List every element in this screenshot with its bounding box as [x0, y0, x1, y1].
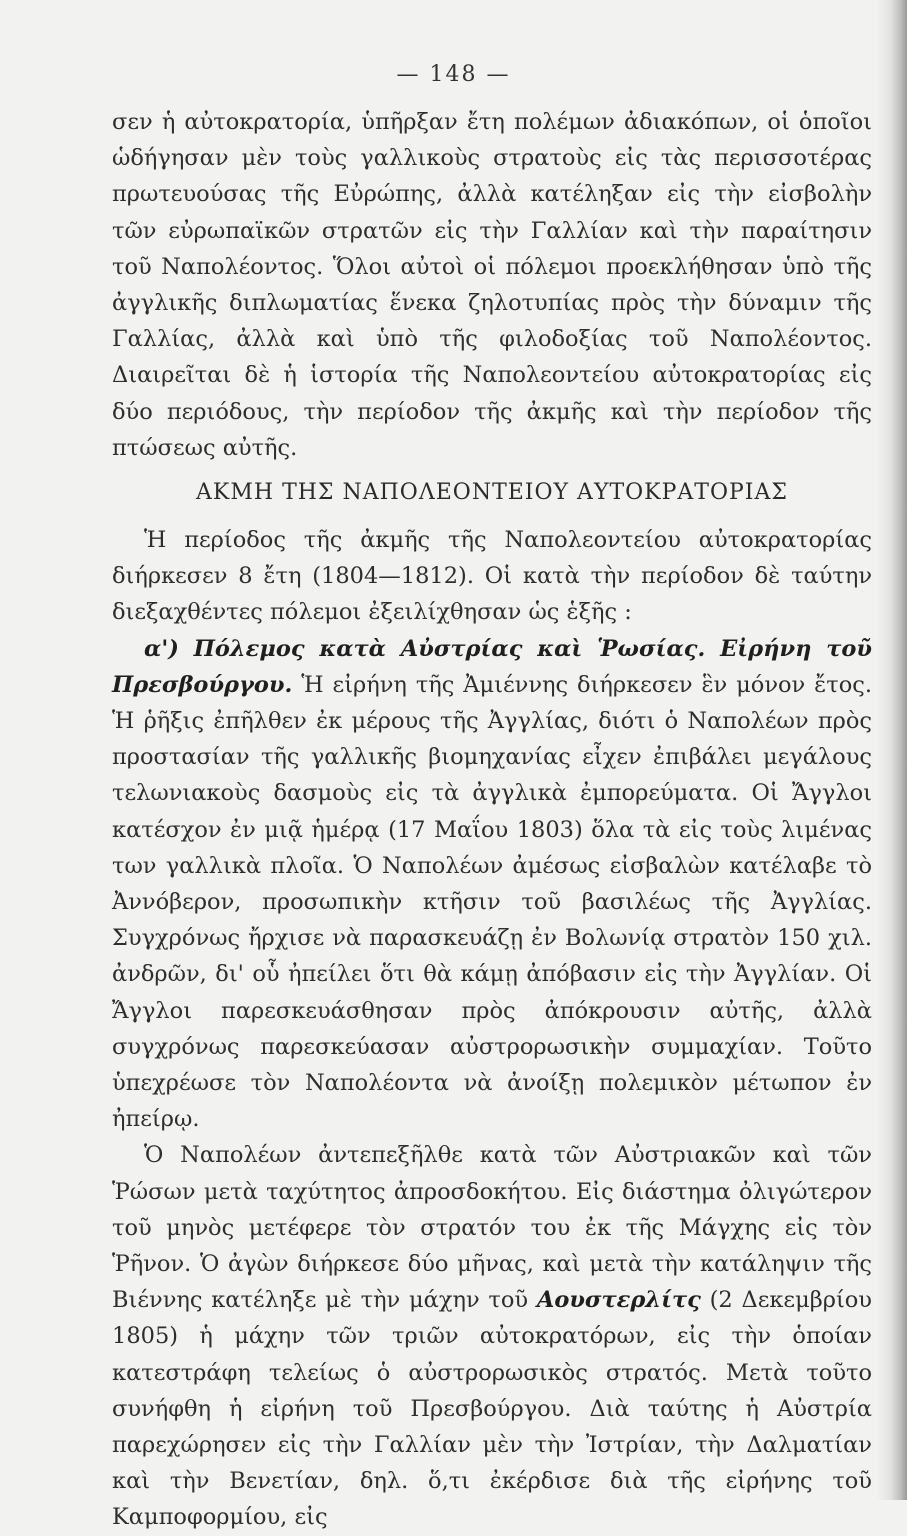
- paragraph-napoleon-campaign: [112, 1137, 872, 1535]
- section-heading: ΑΚΜΗ ΤΗΣ ΝΑΠΟΛΕΟΝΤΕΙΟΥ ΑΥΤΟΚΡΑΤΟΡΙΑΣ: [196, 480, 788, 505]
- paragraph-war-austria-russia: [112, 631, 872, 1138]
- intro-paragraph-block: [112, 104, 872, 466]
- paragraph-3-before: Ὁ Ναπολέων ἀντεπεξῆλθε κατὰ τῶν Αὐστριακῶν καὶ τῶν Ῥώσων μετὰ ταχύτητος ἀπροσδοκήτου. Εἰς διάστημα ὀλιγώτερον τοῦ μηνὸς μετέφερε τὸν στρατόν του ἐκ τῆς Μάγχης εἰς τὸν Ῥῆνον. Ὁ ἀγὼν διήρκεσε δύο μῆνας, καὶ μετὰ τὴν κατάληψιν τῆς Βιέννης κατέληξε μὲ τὴν μάχην τοῦ: [112, 1142, 872, 1314]
- page-number: — 148 —: [396, 62, 511, 87]
- austerlitz-emphasis: Αουστερλίτς: [536, 1287, 701, 1314]
- item-a-title: α') Πόλεμος κατὰ Αὐστρίας καὶ Ῥωσίας. Εἰρήνη τοῦ Πρεσβούργου.: [112, 635, 872, 698]
- item-a-text: Ἡ εἰρήνη τῆς Ἀμιέννης διήρκεσεν ἓν μόνον ἔτος. Ἡ ῥῆξις ἐπῆλθεν ἐκ μέρους τῆς Ἀγγλίας, διότι ὁ Ναπολέων πρὸς προστασίαν τῆς γαλλικῆς βιομηχανίας εἶχεν ἐπιβάλει μεγάλους τελωνιακοὺς δασμοὺς εἰς τὰ ἀγγλικὰ ἐμπορεύματα. Οἱ Ἄγγλοι κατέσχον ἐν μιᾷ ἡμέρᾳ (17 Μαΐου 1803) ὅλα τὰ εἰς τοὺς λιμένας των γαλλικὰ πλοῖα. Ὁ Ναπολέων ἀμέσως εἰσβαλὼν κατέλαβε τὸ Ἀννόβερον, προσωπικὴν κτῆσιν τοῦ βασιλέως τῆς Ἀγγλίας. Συγχρόνως ἤρχισε νὰ παρασκευάζῃ ἐν Βολωνίᾳ στρατὸν 150 χιλ. ἀνδρῶν, δι' οὗ ἠπείλει ὅτι θὰ κάμῃ ἀπόβασιν εἰς τὴν Ἀγγλίαν. Οἱ Ἄγγλοι παρεσκευάσθησαν πρὸς ἀπόκρουσιν αὐτῆς, ἀλλὰ συγχρόνως παρεσκεύασαν αὐστρορωσικὴν συμμαχίαν. Τοῦτο ὑπεχρέωσε τὸν Ναπολέοντα νὰ ἀνοίξῃ πολεμικὸν μέτωπον ἐν ἠπείρῳ.: [112, 671, 872, 1133]
- paragraph-3-after: (2 Δεκεμβρίου 1805) ἡ μάχην τῶν τριῶν αὐτοκρατόρων, εἰς τὴν ὁποίαν κατεστράφη τελείως ὁ αὐστρορωσικὸς στρατός. Μετὰ τοῦτο συνήφθη ἡ εἰρήνη τοῦ Πρεσβούργου. Διὰ ταύτης ἡ Αὐστρία παρεχώρησεν εἰς τὴν Γαλλίαν μὲν τὴν Ἰστρίαν, τὴν Δαλματίαν καὶ τὴν Βενετίαν, δηλ. ὅ,τι ἐκέρδισε διὰ τῆς εἰρήνης τοῦ Καμποφορμίου, εἰς: [112, 1287, 872, 1531]
- intro-paragraph: σεν ἡ αὐτοκρατορία, ὑπῆρξαν ἔτη πολέμων ἀδιακόπων, οἱ ὁποῖοι ὡδήγησαν μὲν τοὺς γαλλικοὺς στρατοὺς εἰς τὰς περισσοτέρας πρωτευούσας τῆς Εὐρώπης, ἀλλὰ κατέληξαν εἰς τὴν εἰσβολὴν τῶν εὐρωπαϊκῶν στρατῶν εἰς τὴν Γαλλίαν καὶ τὴν παραίτησιν τοῦ Ναπολέοντος. Ὅλοι αὐτοὶ οἱ πόλεμοι προεκλήθησαν ὑπὸ τῆς ἀγγλικῆς διπλωματίας ἕνεκα ζηλοτυπίας πρὸς τὴν δύναμιν τῆς Γαλλίας, ἀλλὰ καὶ ὑπὸ τῆς φιλοδοξίας τοῦ Ναπολέοντος. Διαιρεῖται δὲ ἡ ἱστορία τῆς Ναπολεοντείου αὐτοκρατορίας εἰς δύο περιόδους, τὴν περίοδον τῆς ἀκμῆς καὶ τὴν περίοδον τῆς πτώσεως αὐτῆς.: [112, 109, 872, 461]
- body-text-block: [112, 522, 872, 1536]
- paragraph-period-overview: Ἡ περίοδος τῆς ἀκμῆς τῆς Ναπολεοντείου αὐτοκρατορίας διήρκεσεν 8 ἔτη (1804—1812). Οἱ κατὰ τὴν περίοδον δὲ ταύτην διεξαχθέντες πόλεμοι ἐξειλίχθησαν ὡς ἑξῆς :: [112, 527, 872, 626]
- binding-edge-shadow: [877, 0, 907, 1500]
